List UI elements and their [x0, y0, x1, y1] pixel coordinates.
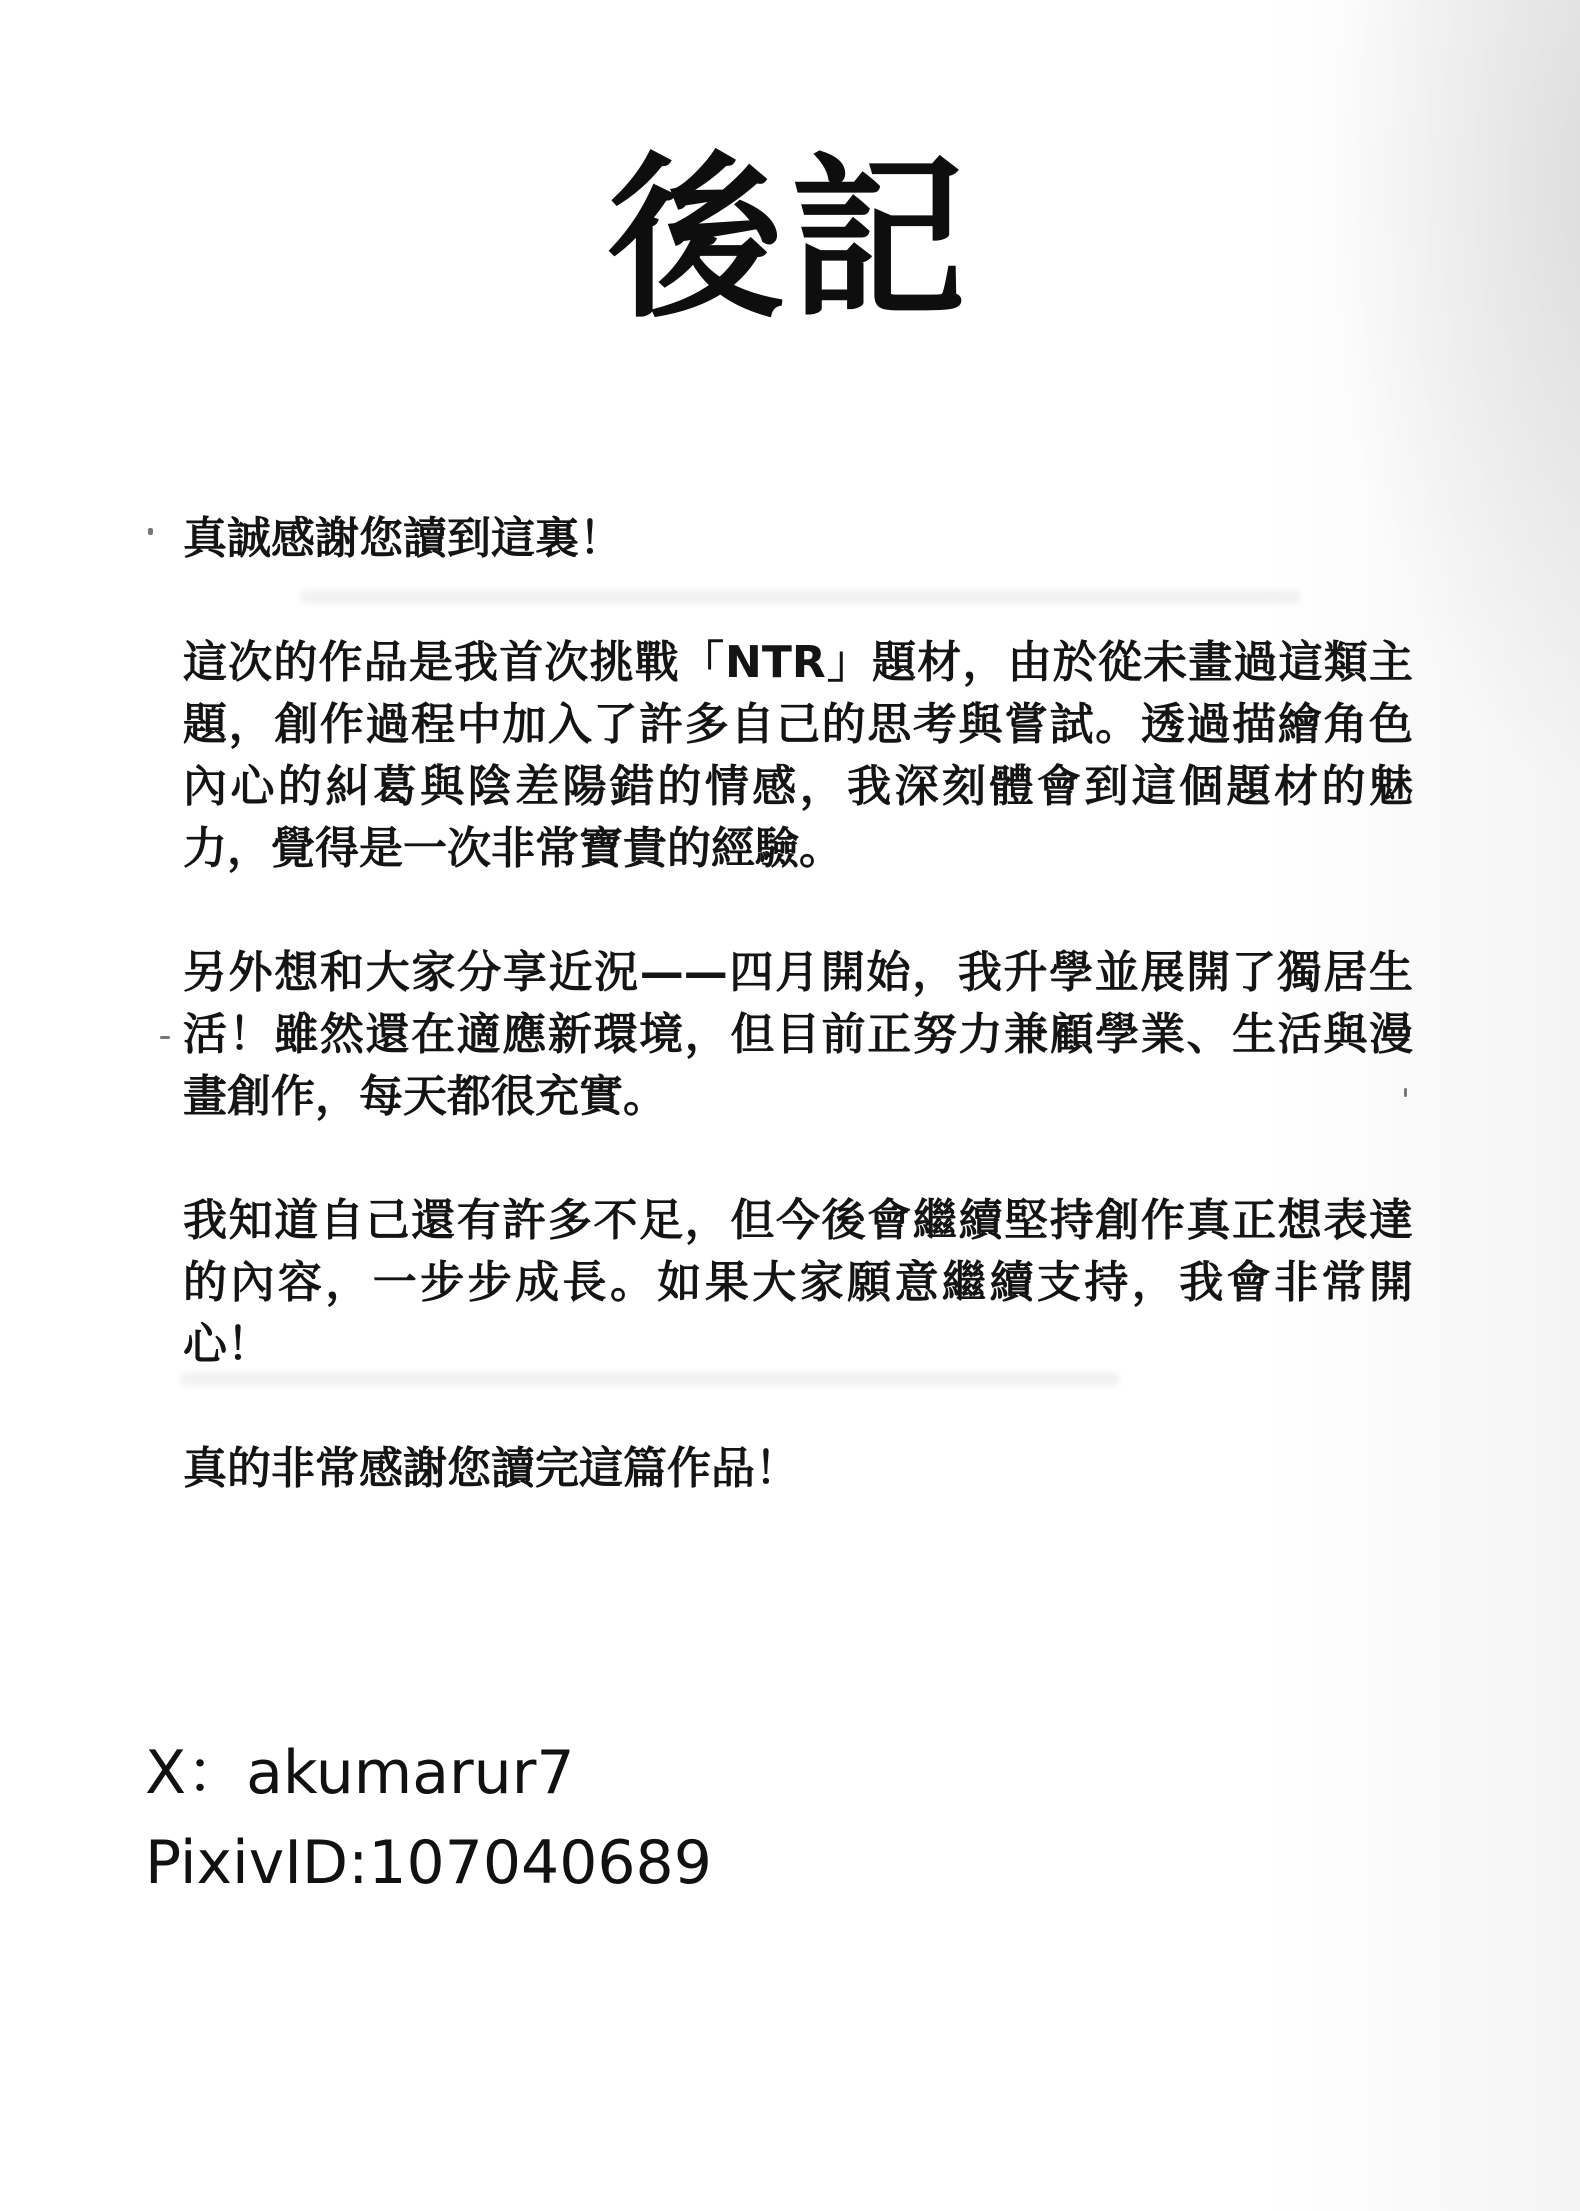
paragraph-greeting: 真誠感謝您讀到這裏！ [183, 513, 623, 564]
afterword-body [183, 508, 1413, 1562]
scan-speck [148, 528, 153, 535]
page-title: 後記 [607, 137, 972, 342]
paragraph-future: 我知道自己還有許多不足，但今後會繼續堅持創作真正想表達的內容，一步步成長。如果大家願意繼續支持，我會非常開心！ [183, 1195, 1413, 1370]
pixiv-id: PixivID:107040689 [145, 1828, 712, 1898]
author-credits [145, 1728, 712, 1908]
paragraph-work: 這次的作品是我首次挑戰「NTR」題材，由於從未畫過這類主題，創作過程中加入了許多自己的思考與嘗試。透過描繪角色內心的糾葛與陰差陽錯的情感，我深刻體會到這個題材的魅力，覺得是一次非常寶貴的經驗。 [183, 637, 1413, 874]
x-handle: X：akumarur7 [145, 1738, 575, 1808]
scan-speck [160, 1036, 170, 1039]
paragraph-news: 另外想和大家分享近況——四月開始，我升學並展開了獨居生活！雖然還在適應新環境，但目前正努力兼顧學業、生活與漫畫創作，每天都很充實。 [183, 947, 1413, 1122]
paragraph-thanks: 真的非常感謝您讀完這篇作品！ [183, 1443, 799, 1494]
